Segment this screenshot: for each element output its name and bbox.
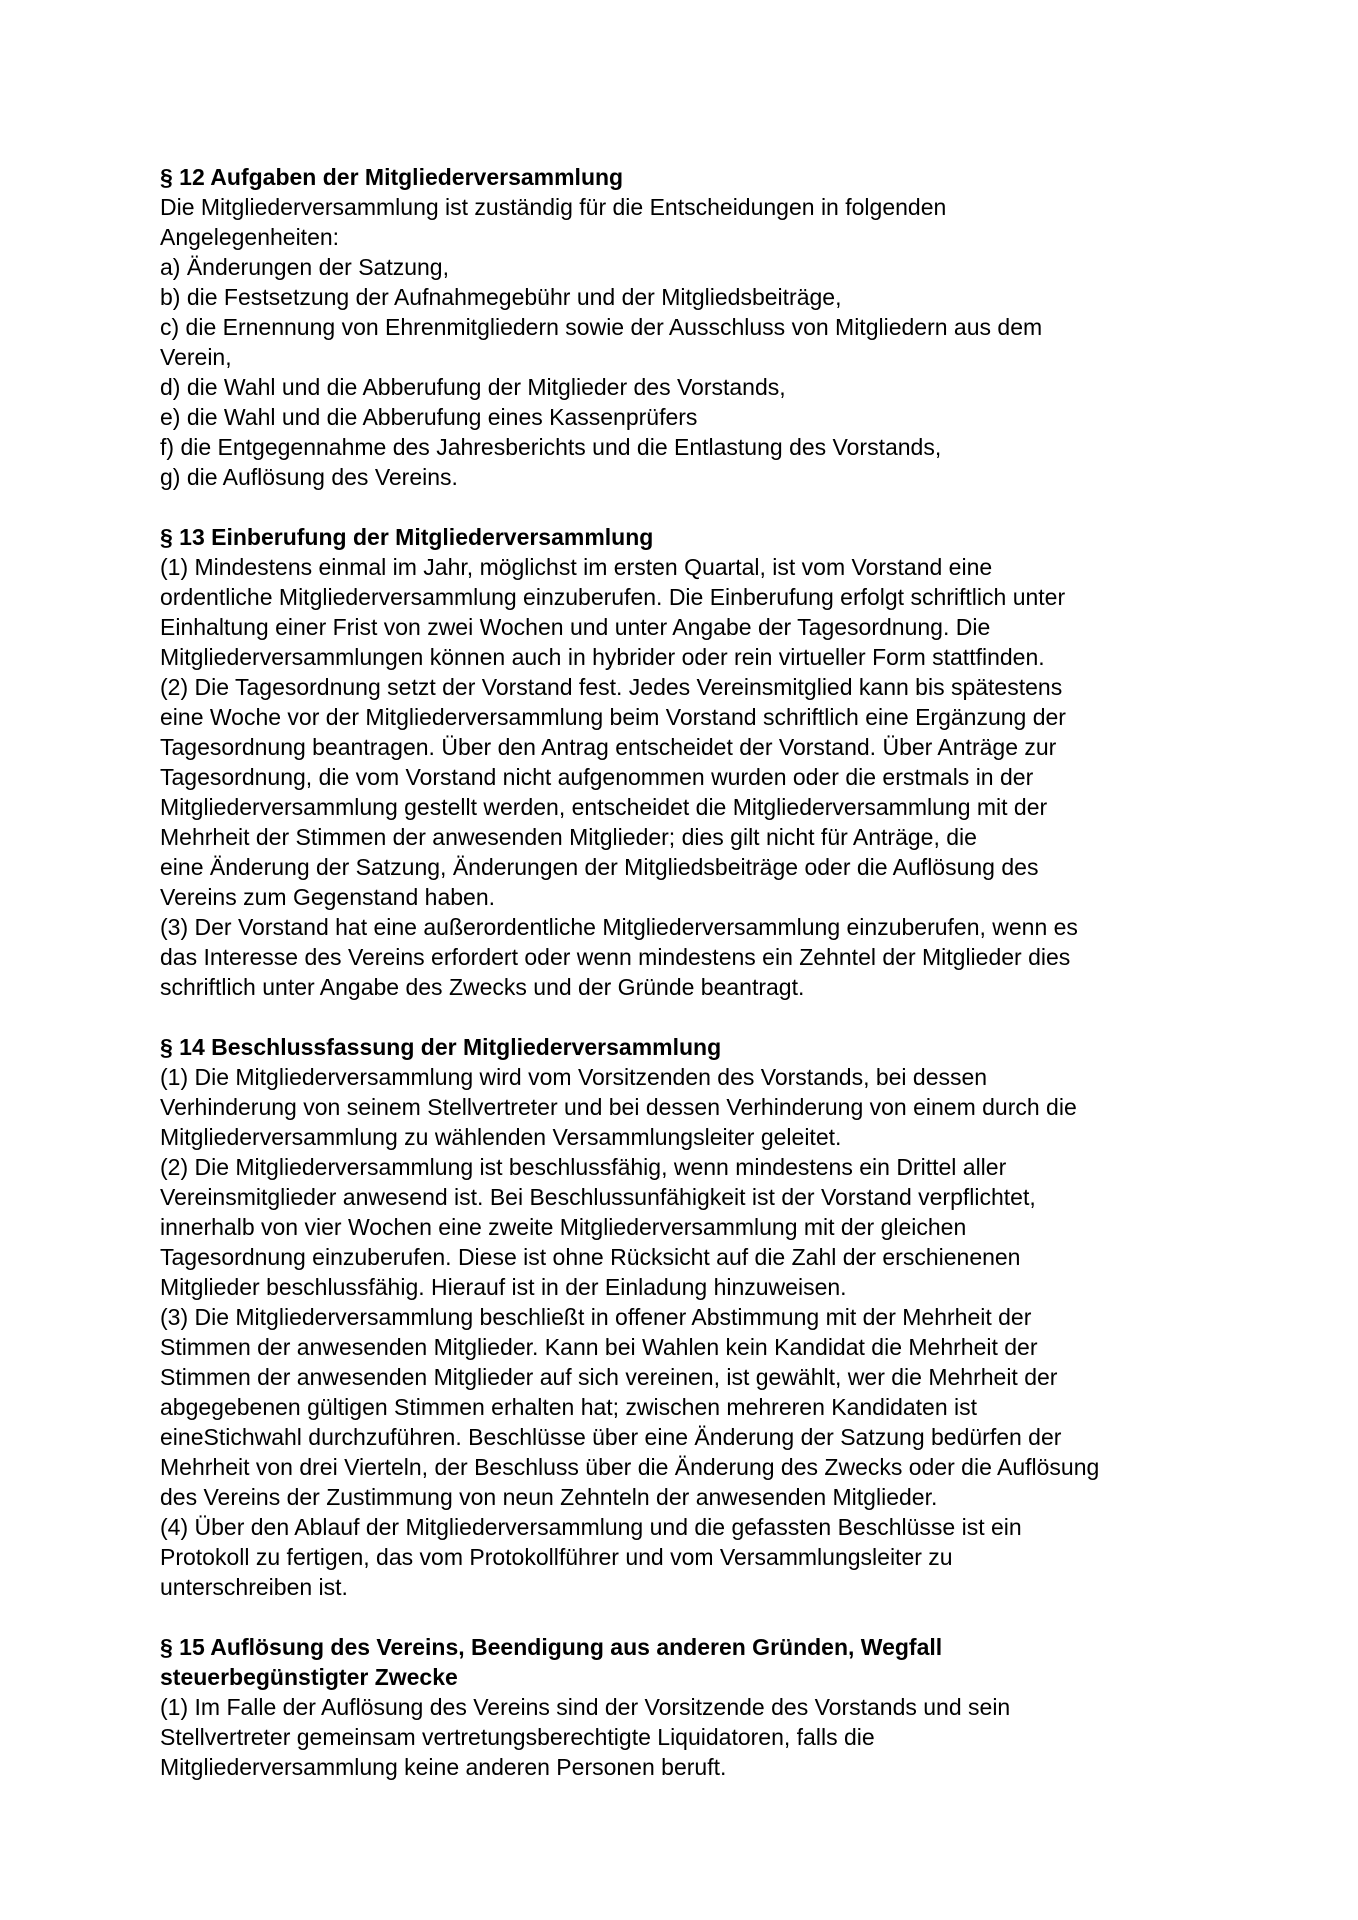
text-line: f) die Entgegennahme des Jahresberichts und die Entlastung des Vorstands,: [160, 434, 942, 460]
text-line: g) die Auflösung des Vereins.: [160, 464, 458, 490]
section-heading-line: § 14 Beschlussfassung der Mitgliederversammlung: [160, 1034, 722, 1060]
text-line: Verein,: [160, 344, 232, 370]
text-line: (2) Die Mitgliederversammlung ist beschlussfähig, wenn mindestens ein Drittel aller: [160, 1154, 1007, 1180]
text-line: innerhalb von vier Wochen eine zweite Mitgliederversammlung mit der gleichen: [160, 1214, 967, 1240]
text-line: (3) Der Vorstand hat eine außerordentliche Mitgliederversammlung einzuberufen, wenn es: [160, 914, 1078, 940]
text-line: Verhinderung von seinem Stellvertreter und bei dessen Verhinderung von einem durch die: [160, 1094, 1077, 1120]
text-line: Mehrheit von drei Vierteln, der Beschluss über die Änderung des Zwecks oder die Auflösung: [160, 1454, 1100, 1480]
text-line: Die Mitgliederversammlung ist zuständig für die Entscheidungen in folgenden: [160, 194, 947, 220]
text-line: (2) Die Tagesordnung setzt der Vorstand fest. Jedes Vereinsmitglied kann bis spätestens: [160, 674, 1063, 700]
text-line: a) Änderungen der Satzung,: [160, 254, 449, 280]
text-line: Einhaltung einer Frist von zwei Wochen und unter Angabe der Tagesordnung. Die: [160, 614, 991, 640]
document-text-block: [160, 162, 1298, 1782]
statute-section: [160, 522, 1298, 1002]
text-line: eine Änderung der Satzung, Änderungen der Mitgliedsbeiträge oder die Auflösung des: [160, 854, 1039, 880]
text-line: Mehrheit der Stimmen der anwesenden Mitglieder; dies gilt nicht für Anträge, die: [160, 824, 977, 850]
text-line: b) die Festsetzung der Aufnahmegebühr und der Mitgliedsbeiträge,: [160, 284, 842, 310]
text-line: Stimmen der anwesenden Mitglieder auf sich vereinen, ist gewählt, wer die Mehrheit der: [160, 1364, 1058, 1390]
section-heading-line: § 13 Einberufung der Mitgliederversammlung: [160, 524, 654, 550]
text-line: Angelegenheiten:: [160, 224, 340, 250]
text-line: Mitglieder beschlussfähig. Hierauf ist in der Einladung hinzuweisen.: [160, 1274, 847, 1300]
text-line: d) die Wahl und die Abberufung der Mitglieder des Vorstands,: [160, 374, 786, 400]
text-line: Vereins zum Gegenstand haben.: [160, 884, 496, 910]
text-line: Tagesordnung, die vom Vorstand nicht aufgenommen wurden oder die erstmals in der: [160, 764, 1034, 790]
text-line: unterschreiben ist.: [160, 1574, 348, 1600]
text-line: Mitgliederversammlungen können auch in hybrider oder rein virtueller Form stattfinden.: [160, 644, 1045, 670]
text-line: Mitgliederversammlung keine anderen Personen beruft.: [160, 1754, 727, 1780]
text-line: Vereinsmitglieder anwesend ist. Bei Beschlussunfähigkeit ist der Vorstand verpflichtet,: [160, 1184, 1036, 1210]
text-line: e) die Wahl und die Abberufung eines Kassenprüfers: [160, 404, 698, 430]
text-line: Protokoll zu fertigen, das vom Protokollführer und vom Versammlungsleiter zu: [160, 1544, 953, 1570]
text-line: das Interesse des Vereins erfordert oder wenn mindestens ein Zehntel der Mitglieder dies: [160, 944, 1071, 970]
text-line: (4) Über den Ablauf der Mitgliederversammlung und die gefassten Beschlüsse ist ein: [160, 1514, 1022, 1540]
text-line: eine Woche vor der Mitgliederversammlung beim Vorstand schriftlich eine Ergänzung der: [160, 704, 1066, 730]
statute-section: [160, 162, 1298, 492]
text-line: (1) Die Mitgliederversammlung wird vom Vorsitzenden des Vorstands, bei dessen: [160, 1064, 988, 1090]
text-line: eineStichwahl durchzuführen. Beschlüsse über eine Änderung der Satzung bedürfen der: [160, 1424, 1062, 1450]
text-line: Stimmen der anwesenden Mitglieder. Kann bei Wahlen kein Kandidat die Mehrheit der: [160, 1334, 1038, 1360]
text-line: Mitgliederversammlung gestellt werden, entscheidet die Mitgliederversammlung mit der: [160, 794, 1048, 820]
text-line: (1) Im Falle der Auflösung des Vereins sind der Vorsitzende des Vorstands und sein: [160, 1694, 1011, 1720]
text-line: c) die Ernennung von Ehrenmitgliedern sowie der Ausschluss von Mitgliedern aus dem: [160, 314, 1043, 340]
section-heading-line: § 12 Aufgaben der Mitgliederversammlung: [160, 164, 624, 190]
text-line: des Vereins der Zustimmung von neun Zehnteln der anwesenden Mitglieder.: [160, 1484, 938, 1510]
section-heading-line: § 15 Auflösung des Vereins, Beendigung aus anderen Gründen, Wegfall: [160, 1634, 943, 1660]
text-line: abgegebenen gültigen Stimmen erhalten hat; zwischen mehreren Kandidaten ist: [160, 1394, 978, 1420]
statute-section: [160, 1632, 1298, 1782]
text-line: schriftlich unter Angabe des Zwecks und der Gründe beantragt.: [160, 974, 805, 1000]
text-line: ordentliche Mitgliederversammlung einzuberufen. Die Einberufung erfolgt schriftlich unter: [160, 584, 1066, 610]
text-line: (3) Die Mitgliederversammlung beschließt in offener Abstimmung mit der Mehrheit der: [160, 1304, 1032, 1330]
statute-section: [160, 1032, 1298, 1602]
text-line: (1) Mindestens einmal im Jahr, möglichst im ersten Quartal, ist vom Vorstand eine: [160, 554, 993, 580]
section-heading-line: steuerbegünstigter Zwecke: [160, 1664, 458, 1690]
text-line: Stellvertreter gemeinsam vertretungsberechtigte Liquidatoren, falls die: [160, 1724, 875, 1750]
text-line: Tagesordnung einzuberufen. Diese ist ohne Rücksicht auf die Zahl der erschienenen: [160, 1244, 1021, 1270]
text-line: Tagesordnung beantragen. Über den Antrag entscheidet der Vorstand. Über Anträge zur: [160, 734, 1057, 760]
text-line: Mitgliederversammlung zu wählenden Versammlungsleiter geleitet.: [160, 1124, 842, 1150]
